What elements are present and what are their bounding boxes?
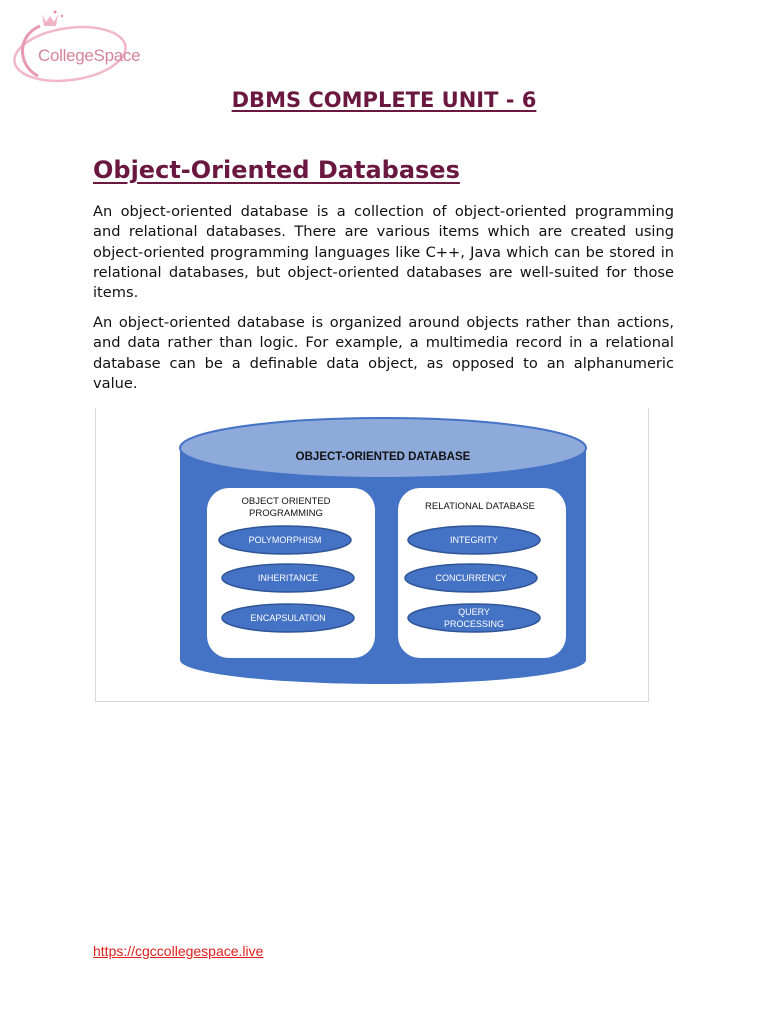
section-heading: Object-Oriented Databases: [93, 156, 460, 184]
oop-panel-title-2: PROGRAMMING: [249, 508, 323, 519]
oodb-diagram: [95, 408, 649, 702]
footer-link[interactable]: https://cgccollegespace.live: [93, 943, 264, 959]
diagram-title: OBJECT-ORIENTED DATABASE: [295, 451, 471, 463]
cylinder-top: [180, 418, 586, 478]
oval-query-label-2: PROCESSING: [443, 619, 505, 629]
oval-concurrency-label: CONCURRENCY: [435, 573, 507, 583]
oval-integrity-label: INTEGRITY: [449, 535, 499, 545]
oval-query-label-1: QUERY: [458, 607, 490, 617]
collegespace-logo: [8, 6, 148, 86]
oval-polymorphism-label: POLYMORPHISM: [248, 535, 322, 545]
oval-encapsulation-label: ENCAPSULATION: [250, 613, 326, 623]
oval-inheritance-label: INHERITANCE: [257, 573, 319, 583]
document-title: DBMS COMPLETE UNIT - 6: [231, 88, 537, 112]
rdb-panel-title: RELATIONAL DATABASE: [425, 501, 535, 512]
logo-text: CollegeSpace: [38, 46, 141, 65]
paragraph-2: An object-oriented database is organized around objects rather than actions, and data rather than logic. For example, a multimedia record in a relational database can be a definable data object, as opposed to an alphanumeric value.: [93, 314, 674, 392]
oop-panel-title-1: OBJECT ORIENTED: [241, 496, 331, 507]
paragraph-1: An object-oriented database is a collection of object-oriented programming and relational databases. There are various items which are created using object-oriented programming languages like C++, Java which can be stored in relational databases, but object-oriented databases are well-suited for those items.: [93, 203, 674, 302]
